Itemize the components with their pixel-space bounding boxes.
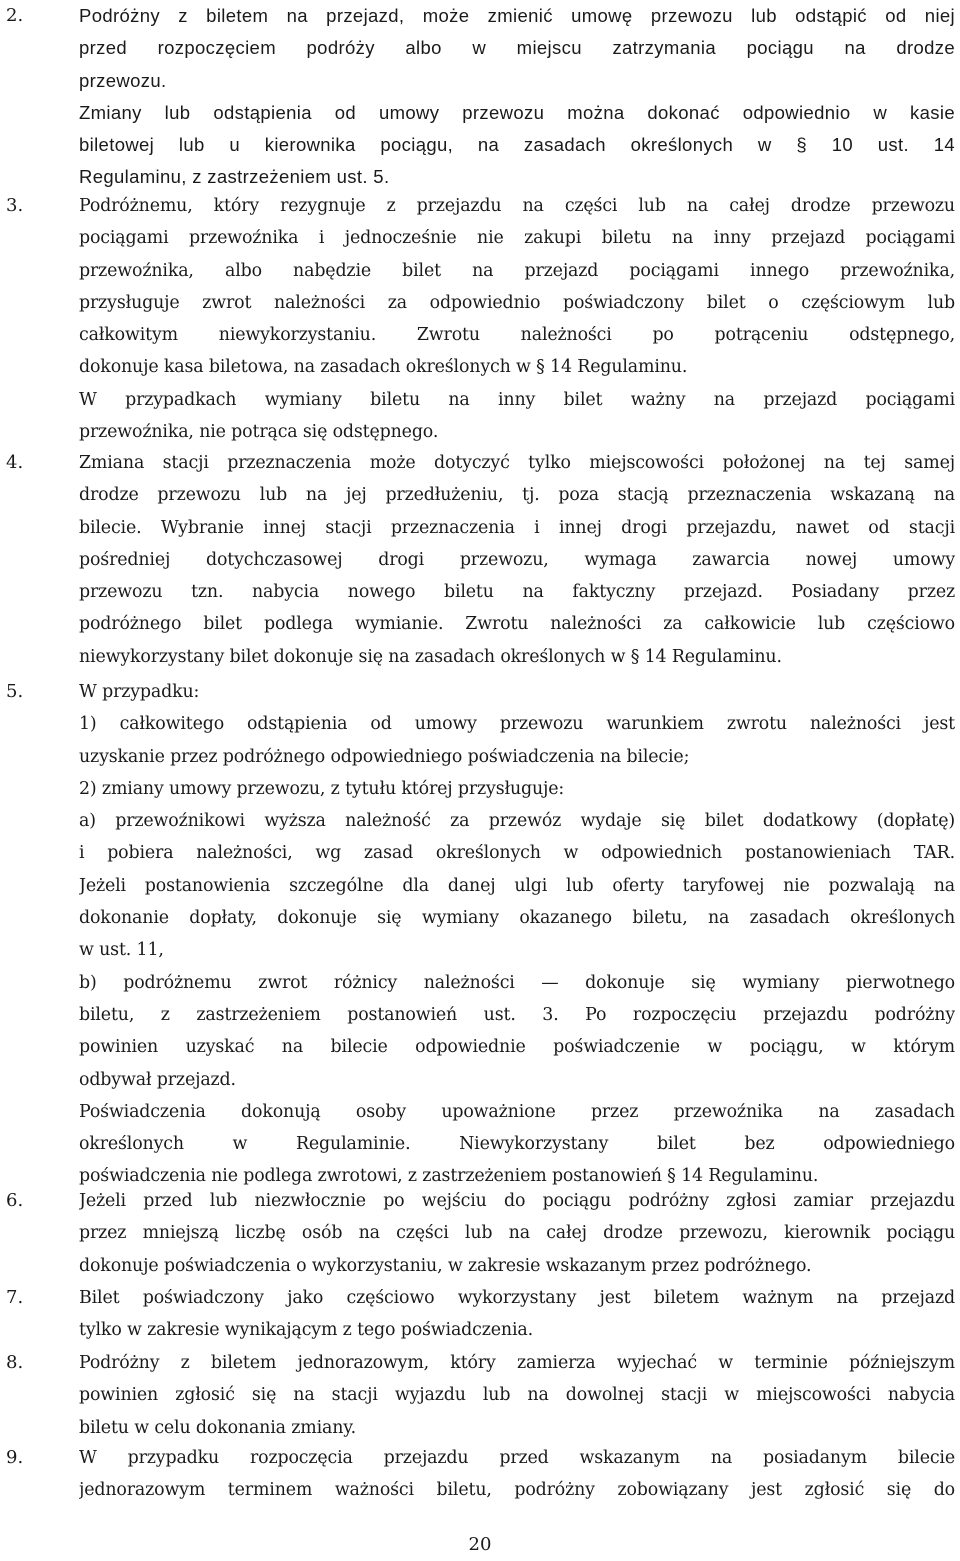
text-line: przewoźnika, nie potrąca się odstępnego. (79, 422, 439, 443)
text-line: przez mniejszą liczbę osób na części lub na całej drodze przewozu, kierownik pociągu (79, 1223, 955, 1244)
text-line: biletu, z zastrzeżeniem postanowień ust. 3. Po rozpoczęciu przejazdu podróżny (79, 1004, 955, 1025)
text-line: Poświadczenia dokonują osoby upoważnione przez przewoźnika na zasadach (79, 1101, 955, 1122)
text-line: b) podróżnemu zwrot różnicy należności — dokonuje się wymiany pierwotnego (79, 972, 955, 993)
text-line: tylko w zakresie wynikającym z tego poświadczenia. (79, 1320, 533, 1341)
text-line: Bilet poświadczony jako częściowo wykorzystany jest biletem ważnym na przejazd (79, 1288, 955, 1308)
item-body (79, 1442, 955, 1507)
text-line: całkowitym niewykorzystaniu. Zwrotu należności po potrąceniu odstępnego, (79, 325, 955, 346)
text-line: niewykorzystany bilet dokonuje się na zasadach określonych w § 14 Regulaminu. (79, 646, 782, 667)
text-line: Podróżnemu, który rezygnuje z przejazdu na części lub na całej drodze przewozu (79, 196, 955, 216)
text-line: poświadczenia nie podlega zwrotowi, z zastrzeżeniem postanowień § 14 Regulaminu. (79, 1166, 819, 1187)
item-body (79, 676, 955, 1193)
item-body (79, 1347, 955, 1444)
text-line: przewozu. (79, 69, 167, 91)
text-line: i pobiera należności, wg zasad określonych w odpowiednich postanowieniach TAR. (79, 843, 955, 864)
text-line: pociągami przewoźnika i jednocześnie nie zakupi biletu na inny przejazd pociągami (79, 228, 955, 249)
item-number: 6. (6, 1190, 24, 1211)
item-number: 3. (6, 195, 24, 216)
text-line: biletu w celu dokonania zmiany. (79, 1417, 357, 1438)
item-number: 2. (6, 5, 24, 26)
text-line: przed rozpoczęciem podróży albo w miejscu zatrzymania pociągu na drodze (79, 37, 955, 59)
item-number: 4. (6, 452, 24, 473)
text-line: podróżnego bilet podlega wymianie. Zwrotu należności za całkowicie lub częściowo (79, 614, 955, 635)
item-body (79, 190, 955, 448)
text-line: drodze przewozu lub na jej przedłużeniu, tj. poza stacją przeznaczenia wskazaną na (79, 485, 955, 506)
text-line: odbywał przejazd. (79, 1069, 236, 1090)
text-line: Zmiany lub odstąpienia od umowy przewozu można dokonać odpowiednio w kasie (79, 101, 955, 123)
text-line: Jeżeli postanowienia szczególne dla danej ulgi lub oferty taryfowej nie pozwalają na (79, 875, 955, 896)
text-line: bilecie. Wybranie innej stacji przeznaczenia i innej drogi przejazdu, nawet od stacji (79, 517, 955, 538)
text-line: W przypadku rozpoczęcia przejazdu przed wskazanym na posiadanym bilecie (79, 1448, 955, 1468)
item-body (79, 1185, 955, 1282)
item-number: 8. (6, 1352, 24, 1373)
text-line: powinien uzyskać na bilecie odpowiednie poświadczenie w pociągu, w którym (79, 1037, 955, 1058)
text-line: Regulaminu, z zastrzeżeniem ust. 5. (79, 166, 390, 188)
text-line: przysługuje zwrot należności za odpowiednio poświadczony bilet o częściowym lub (79, 292, 955, 313)
item-number: 5. (6, 681, 24, 702)
item-body (79, 1282, 955, 1347)
text-line: przewozu tzn. nabycia nowego biletu na faktyczny przejazd. Posiadany przez (79, 582, 955, 603)
text-line: jednorazowym terminem ważności biletu, podróżny zobowiązany jest zgłosić się do (79, 1480, 955, 1501)
text-line: W przypadkach wymiany biletu na inny bilet ważny na przejazd pociągami (79, 389, 955, 410)
item-body (79, 447, 955, 673)
text-line: w ust. 11, (79, 940, 164, 961)
text-line: biletowej lub u kierownika pociągu, na zasadach określonych w § 10 ust. 14 (79, 134, 955, 156)
text-line: W przypadku: (79, 682, 200, 702)
text-line: 1) całkowitego odstąpienia od umowy przewozu warunkiem zwrotu należności jest (79, 714, 955, 735)
text-line: dokonanie dopłaty, dokonuje się wymiany okazanego biletu, na zasadach określonych (79, 908, 955, 929)
text-line: Jeżeli przed lub niezwłocznie po wejściu do pociągu podróżny zgłosi zamiar przejazdu (79, 1191, 955, 1211)
item-body (79, 0, 955, 194)
page-number: 20 (468, 1534, 492, 1555)
text-line: dokonuje kasa biletowa, na zasadach określonych w § 14 Regulaminu. (79, 357, 688, 378)
text-line: dokonuje poświadczenia o wykorzystaniu, w zakresie wskazanym przez podróżnego. (79, 1255, 812, 1276)
text-line: określonych w Regulaminie. Niewykorzystany bilet bez odpowiedniego (79, 1134, 955, 1155)
item-number: 7. (6, 1287, 24, 1308)
text-line: powinien zgłosić się na stacji wyjazdu lub na dowolnej stacji w miejscowości nabycia (79, 1385, 955, 1406)
text-line: a) przewoźnikowi wyższa należność za przewóz wydaje się bilet dodatkowy (dopłatę) (79, 811, 955, 832)
text-line: uzyskanie przez podróżnego odpowiedniego poświadczenia na bilecie; (79, 746, 690, 767)
text-line: 2) zmiany umowy przewozu, z tytułu której przysługuje: (79, 778, 565, 799)
text-line: Zmiana stacji przeznaczenia może dotyczyć tylko miejscowości położonej na tej samej (79, 453, 955, 473)
text-line: przewoźnika, albo nabędzie bilet na przejazd pociągami innego przewoźnika, (79, 260, 955, 281)
text-line: pośredniej dotychczasowej drogi przewozu, wymaga zawarcia nowej umowy (79, 549, 955, 570)
item-number: 9. (6, 1447, 24, 1468)
text-line: Podróżny z biletem jednorazowym, który zamierza wyjechać w terminie późniejszym (79, 1353, 955, 1373)
text-line: Podróżny z biletem na przejazd, może zmienić umowę przewozu lub odstąpić od niej (79, 5, 955, 26)
